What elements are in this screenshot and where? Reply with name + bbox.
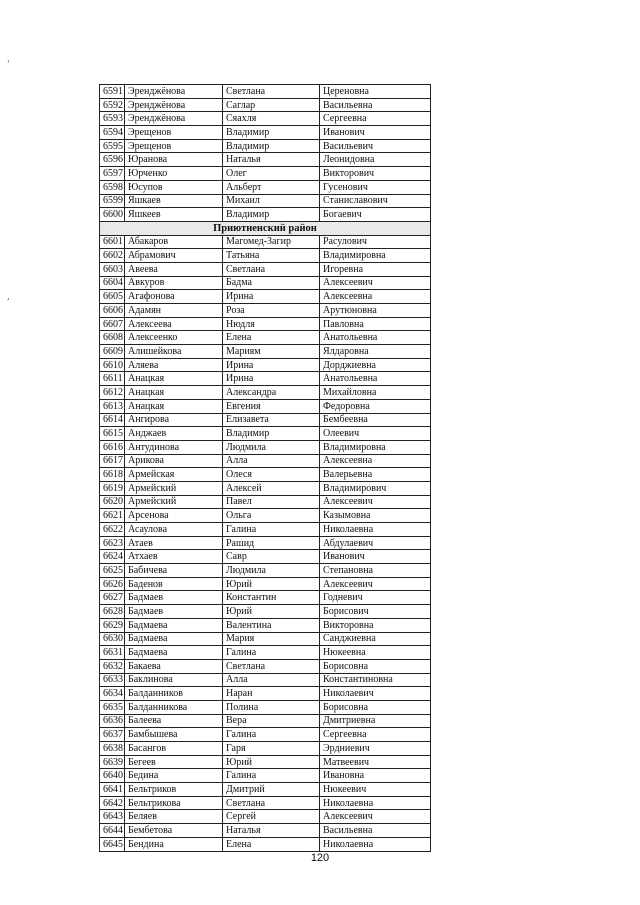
last-name: Бедина <box>125 769 223 783</box>
row-number: 6617 <box>100 454 125 468</box>
table-row <box>100 837 431 851</box>
first-name: Полина <box>223 700 320 714</box>
first-name: Светлана <box>223 85 320 99</box>
table-row <box>100 153 431 167</box>
row-number: 6623 <box>100 536 125 550</box>
section-title: Приютненский район <box>100 221 431 235</box>
first-name: Валентина <box>223 618 320 632</box>
last-name: Абрамович <box>125 249 223 263</box>
last-name: Баклинова <box>125 673 223 687</box>
first-name: Алексей <box>223 481 320 495</box>
last-name: Алишейкова <box>125 345 223 359</box>
table-row <box>100 509 431 523</box>
first-name: Сяахля <box>223 112 320 126</box>
table-row <box>100 139 431 153</box>
row-number: 6634 <box>100 687 125 701</box>
table-row <box>100 358 431 372</box>
patronymic: Викторовна <box>320 618 431 632</box>
row-number: 6611 <box>100 372 125 386</box>
table-row <box>100 742 431 756</box>
table-row <box>100 755 431 769</box>
first-name: Сергей <box>223 810 320 824</box>
table-row <box>100 345 431 359</box>
first-name: Олеся <box>223 468 320 482</box>
patronymic: Ивановна <box>320 769 431 783</box>
last-name: Яшкеев <box>125 208 223 222</box>
patronymic: Алексеевич <box>320 810 431 824</box>
first-name: Юрий <box>223 577 320 591</box>
last-name: Анацкая <box>125 372 223 386</box>
last-name: Алексеенко <box>125 331 223 345</box>
row-number: 6629 <box>100 618 125 632</box>
last-name: Арсенова <box>125 509 223 523</box>
patronymic: Николаевна <box>320 523 431 537</box>
first-name: Александра <box>223 386 320 400</box>
row-number: 6592 <box>100 98 125 112</box>
table-row <box>100 714 431 728</box>
patronymic: Николаевна <box>320 837 431 851</box>
table-row <box>100 728 431 742</box>
last-name: Бамбышева <box>125 728 223 742</box>
first-name: Павел <box>223 495 320 509</box>
row-number: 6610 <box>100 358 125 372</box>
patronymic: Алексеевич <box>320 495 431 509</box>
first-name: Саглар <box>223 98 320 112</box>
table-row <box>100 523 431 537</box>
first-name: Наталья <box>223 153 320 167</box>
row-number: 6627 <box>100 591 125 605</box>
last-name: Аляева <box>125 358 223 372</box>
table-row <box>100 167 431 181</box>
patronymic: Михайловна <box>320 386 431 400</box>
row-number: 6633 <box>100 673 125 687</box>
table-row <box>100 249 431 263</box>
patronymic: Алексеевна <box>320 290 431 304</box>
names-table <box>99 84 431 852</box>
row-number: 6620 <box>100 495 125 509</box>
row-number: 6628 <box>100 605 125 619</box>
patronymic: Константиновна <box>320 673 431 687</box>
last-name: Бабичева <box>125 564 223 578</box>
first-name: Нюдля <box>223 317 320 331</box>
first-name: Владимир <box>223 126 320 140</box>
row-number: 6599 <box>100 194 125 208</box>
row-number: 6640 <box>100 769 125 783</box>
patronymic: Анатольевна <box>320 372 431 386</box>
patronymic: Владимировна <box>320 249 431 263</box>
last-name: Анацкая <box>125 399 223 413</box>
patronymic: Бембеевна <box>320 413 431 427</box>
row-number: 6643 <box>100 810 125 824</box>
table-row <box>100 796 431 810</box>
patronymic: Матвеевич <box>320 755 431 769</box>
patronymic: Алексеевич <box>320 276 431 290</box>
last-name: Абакаров <box>125 235 223 249</box>
patronymic: Валерьевна <box>320 468 431 482</box>
row-number: 6619 <box>100 481 125 495</box>
row-number: 6591 <box>100 85 125 99</box>
table-row <box>100 577 431 591</box>
first-name: Ольга <box>223 509 320 523</box>
table-row <box>100 331 431 345</box>
patronymic: Васильевна <box>320 98 431 112</box>
first-name: Наталья <box>223 824 320 838</box>
patronymic: Годневич <box>320 591 431 605</box>
row-number: 6607 <box>100 317 125 331</box>
last-name: Бендина <box>125 837 223 851</box>
first-name: Елизавета <box>223 413 320 427</box>
patronymic: Иванович <box>320 126 431 140</box>
last-name: Эрещенов <box>125 126 223 140</box>
row-number: 6594 <box>100 126 125 140</box>
table-row <box>100 440 431 454</box>
last-name: Алексеева <box>125 317 223 331</box>
patronymic: Дорджиевна <box>320 358 431 372</box>
row-number: 6595 <box>100 139 125 153</box>
first-name: Юрий <box>223 605 320 619</box>
patronymic: Гусенович <box>320 180 431 194</box>
first-name: Галина <box>223 769 320 783</box>
patronymic: Николаевич <box>320 687 431 701</box>
last-name: Эренджёнова <box>125 85 223 99</box>
row-number: 6605 <box>100 290 125 304</box>
row-number: 6635 <box>100 700 125 714</box>
row-number: 6626 <box>100 577 125 591</box>
table-row <box>100 427 431 441</box>
row-number: 6613 <box>100 399 125 413</box>
row-number: 6593 <box>100 112 125 126</box>
table-row <box>100 413 431 427</box>
patronymic: Арутюновна <box>320 304 431 318</box>
row-number: 6608 <box>100 331 125 345</box>
patronymic: Борисович <box>320 605 431 619</box>
row-number: 6602 <box>100 249 125 263</box>
table-row <box>100 304 431 318</box>
table-row <box>100 769 431 783</box>
table-row <box>100 536 431 550</box>
patronymic: Санджиевна <box>320 632 431 646</box>
row-number: 6618 <box>100 468 125 482</box>
first-name: Юрий <box>223 755 320 769</box>
patronymic: Павловна <box>320 317 431 331</box>
table-row <box>100 126 431 140</box>
last-name: Юранова <box>125 153 223 167</box>
table-row <box>100 659 431 673</box>
table-row <box>100 468 431 482</box>
last-name: Антудинова <box>125 440 223 454</box>
page-number: 120 <box>310 852 330 864</box>
first-name: Савр <box>223 550 320 564</box>
row-number: 6637 <box>100 728 125 742</box>
last-name: Арикова <box>125 454 223 468</box>
first-name: Вера <box>223 714 320 728</box>
row-number: 6624 <box>100 550 125 564</box>
last-name: Юрченко <box>125 167 223 181</box>
last-name: Бельтриков <box>125 783 223 797</box>
first-name: Гаря <box>223 742 320 756</box>
patronymic: Цереновна <box>320 85 431 99</box>
first-name: Светлана <box>223 262 320 276</box>
table-row <box>100 810 431 824</box>
row-number: 6644 <box>100 824 125 838</box>
patronymic: Федоровна <box>320 399 431 413</box>
patronymic: Сергеевна <box>320 112 431 126</box>
table-row <box>100 605 431 619</box>
table-row <box>100 276 431 290</box>
first-name: Ирина <box>223 358 320 372</box>
first-name: Людмила <box>223 564 320 578</box>
patronymic: Викторович <box>320 167 431 181</box>
last-name: Бадмаев <box>125 591 223 605</box>
table-row <box>100 262 431 276</box>
last-name: Юсупов <box>125 180 223 194</box>
table-row <box>100 632 431 646</box>
first-name: Бадма <box>223 276 320 290</box>
last-name: Анджаев <box>125 427 223 441</box>
row-number: 6638 <box>100 742 125 756</box>
row-number: 6606 <box>100 304 125 318</box>
patronymic: Алексеевна <box>320 454 431 468</box>
last-name: Бембетова <box>125 824 223 838</box>
row-number: 6621 <box>100 509 125 523</box>
patronymic: Леонидовна <box>320 153 431 167</box>
row-number: 6609 <box>100 345 125 359</box>
row-number: 6596 <box>100 153 125 167</box>
last-name: Эренджёнова <box>125 98 223 112</box>
last-name: Адамян <box>125 304 223 318</box>
last-name: Эрещенов <box>125 139 223 153</box>
first-name: Татьяна <box>223 249 320 263</box>
last-name: Армейский <box>125 495 223 509</box>
table-row <box>100 290 431 304</box>
first-name: Рашид <box>223 536 320 550</box>
patronymic: Олеевич <box>320 427 431 441</box>
patronymic: Богаевич <box>320 208 431 222</box>
patronymic: Казымовна <box>320 509 431 523</box>
row-number: 6645 <box>100 837 125 851</box>
table-row <box>100 208 431 222</box>
last-name: Бадмаева <box>125 646 223 660</box>
last-name: Эренджёнова <box>125 112 223 126</box>
first-name: Алла <box>223 454 320 468</box>
patronymic: Нюкеевич <box>320 783 431 797</box>
table-row <box>100 481 431 495</box>
row-number: 6598 <box>100 180 125 194</box>
last-name: Асаулова <box>125 523 223 537</box>
first-name: Ирина <box>223 290 320 304</box>
last-name: Авкуров <box>125 276 223 290</box>
last-name: Бакаева <box>125 659 223 673</box>
section-row <box>100 221 431 235</box>
row-number: 6612 <box>100 386 125 400</box>
patronymic: Васильевич <box>320 139 431 153</box>
first-name: Владимир <box>223 139 320 153</box>
patronymic: Владимировна <box>320 440 431 454</box>
first-name: Константин <box>223 591 320 605</box>
patronymic: Сергеевна <box>320 728 431 742</box>
first-name: Галина <box>223 646 320 660</box>
table-row <box>100 194 431 208</box>
row-number: 6604 <box>100 276 125 290</box>
patronymic: Станиславович <box>320 194 431 208</box>
row-number: 6614 <box>100 413 125 427</box>
patronymic: Николаевна <box>320 796 431 810</box>
first-name: Владимир <box>223 208 320 222</box>
last-name: Бадмаева <box>125 618 223 632</box>
table-row <box>100 235 431 249</box>
first-name: Евгения <box>223 399 320 413</box>
last-name: Балданников <box>125 687 223 701</box>
table-row <box>100 550 431 564</box>
patronymic: Иванович <box>320 550 431 564</box>
first-name: Владимир <box>223 427 320 441</box>
row-number: 6597 <box>100 167 125 181</box>
first-name: Алла <box>223 673 320 687</box>
patronymic: Владимирович <box>320 481 431 495</box>
row-number: 6632 <box>100 659 125 673</box>
row-number: 6615 <box>100 427 125 441</box>
patronymic: Борисовна <box>320 659 431 673</box>
first-name: Галина <box>223 523 320 537</box>
first-name: Роза <box>223 304 320 318</box>
table-row <box>100 317 431 331</box>
row-number: 6639 <box>100 755 125 769</box>
last-name: Ангирова <box>125 413 223 427</box>
last-name: Беляев <box>125 810 223 824</box>
row-number: 6636 <box>100 714 125 728</box>
last-name: Балданникова <box>125 700 223 714</box>
row-number: 6641 <box>100 783 125 797</box>
table-row <box>100 591 431 605</box>
last-name: Бегеев <box>125 755 223 769</box>
row-number: 6616 <box>100 440 125 454</box>
margin-mark: ' <box>7 60 10 70</box>
first-name: Дмитрий <box>223 783 320 797</box>
last-name: Басангов <box>125 742 223 756</box>
row-number: 6642 <box>100 796 125 810</box>
row-number: 6622 <box>100 523 125 537</box>
table-row <box>100 673 431 687</box>
table-row <box>100 700 431 714</box>
patronymic: Нюкеевна <box>320 646 431 660</box>
row-number: 6630 <box>100 632 125 646</box>
row-number: 6603 <box>100 262 125 276</box>
row-number: 6631 <box>100 646 125 660</box>
last-name: Агафонова <box>125 290 223 304</box>
first-name: Михаил <box>223 194 320 208</box>
first-name: Светлана <box>223 659 320 673</box>
row-number: 6625 <box>100 564 125 578</box>
table-row <box>100 85 431 99</box>
table-row <box>100 783 431 797</box>
last-name: Авеева <box>125 262 223 276</box>
table-row <box>100 824 431 838</box>
first-name: Альберт <box>223 180 320 194</box>
last-name: Баденов <box>125 577 223 591</box>
table-row <box>100 372 431 386</box>
patronymic: Игоревна <box>320 262 431 276</box>
margin-mark: , <box>7 292 10 302</box>
table-row <box>100 454 431 468</box>
first-name: Елена <box>223 331 320 345</box>
first-name: Олег <box>223 167 320 181</box>
patronymic: Степановна <box>320 564 431 578</box>
last-name: Балеева <box>125 714 223 728</box>
patronymic: Ялдаровна <box>320 345 431 359</box>
last-name: Атаев <box>125 536 223 550</box>
table-row <box>100 618 431 632</box>
table-row <box>100 646 431 660</box>
last-name: Армейская <box>125 468 223 482</box>
last-name: Анацкая <box>125 386 223 400</box>
first-name: Мариям <box>223 345 320 359</box>
row-number: 6600 <box>100 208 125 222</box>
table-row <box>100 687 431 701</box>
table-row <box>100 180 431 194</box>
table-row <box>100 98 431 112</box>
patronymic: Расулович <box>320 235 431 249</box>
row-number: 6601 <box>100 235 125 249</box>
last-name: Яшкаев <box>125 194 223 208</box>
first-name: Магомед-Загир <box>223 235 320 249</box>
first-name: Наран <box>223 687 320 701</box>
first-name: Галина <box>223 728 320 742</box>
patronymic: Дмитриевна <box>320 714 431 728</box>
last-name: Бельтрикова <box>125 796 223 810</box>
first-name: Елена <box>223 837 320 851</box>
last-name: Бадмаева <box>125 632 223 646</box>
patronymic: Борисовна <box>320 700 431 714</box>
table-row <box>100 564 431 578</box>
first-name: Людмила <box>223 440 320 454</box>
last-name: Атхаев <box>125 550 223 564</box>
first-name: Ирина <box>223 372 320 386</box>
table-row <box>100 399 431 413</box>
patronymic: Алексеевич <box>320 577 431 591</box>
table-row <box>100 112 431 126</box>
first-name: Светлана <box>223 796 320 810</box>
table-row <box>100 495 431 509</box>
last-name: Армейский <box>125 481 223 495</box>
last-name: Бадмаев <box>125 605 223 619</box>
table-row <box>100 386 431 400</box>
patronymic: Эрдниевич <box>320 742 431 756</box>
first-name: Мария <box>223 632 320 646</box>
patronymic: Анатольевна <box>320 331 431 345</box>
patronymic: Абдулаевич <box>320 536 431 550</box>
patronymic: Васильевна <box>320 824 431 838</box>
